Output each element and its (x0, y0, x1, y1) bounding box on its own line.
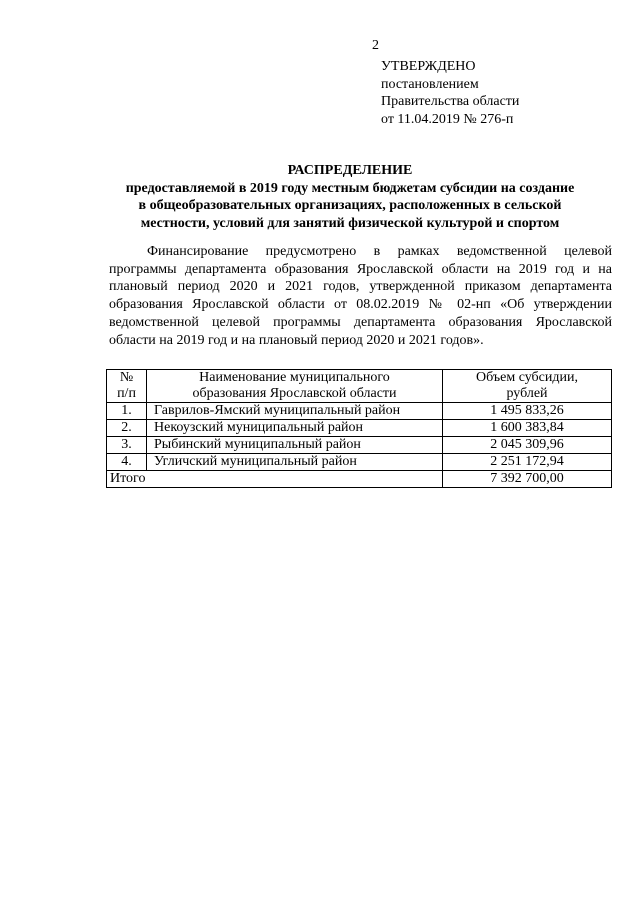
title-line: предоставляемой в 2019 году местным бюджетам субсидии на создание (125, 180, 575, 196)
table-row (107, 454, 612, 471)
approval-line: постановлением (381, 76, 479, 92)
subsidy-table (106, 369, 612, 488)
row-name: Некоузский муниципальный район (147, 420, 443, 437)
approval-stamp (381, 58, 519, 128)
header-name: Наименование муниципального образования Ярославской области (147, 370, 443, 403)
total-sum: 7 392 700,00 (443, 471, 612, 488)
row-name: Гаврилов-Ямский муниципальный район (147, 403, 443, 420)
row-sum: 1 600 383,84 (443, 420, 612, 437)
approval-line: от 11.04.2019 № 276-п (381, 111, 514, 127)
header-number: № п/п (107, 370, 147, 403)
row-number: 1. (107, 403, 147, 420)
row-name: Угличский муниципальный район (147, 454, 443, 471)
row-number: 3. (107, 437, 147, 454)
row-sum: 1 495 833,26 (443, 403, 612, 420)
page-number: 2 (372, 38, 379, 53)
row-name: Рыбинский муниципальный район (147, 437, 443, 454)
row-number: 4. (107, 454, 147, 471)
row-number: 2. (107, 420, 147, 437)
approval-line: Правительства области (381, 94, 520, 109)
table-row (107, 403, 612, 420)
table-row (107, 420, 612, 437)
title-heading: РАСПРЕДЕЛЕНИЕ (287, 163, 413, 178)
total-label: Итого (107, 471, 443, 488)
approval-line: УТВЕРЖДЕНО (381, 59, 476, 74)
body-paragraph: Финансирование предусмотрено в рамках ведомственной целевой программы департамента образования Ярославской области на 2019 год и на плановый период 2020 и 2021 годов, утвержденной приказом департамента образования Ярославской области от 08.02.2019 № 02-нп «Об утверждении ведомственной целевой программы департамента образования Ярославской области на 2019 год и на плановый период 2020 и 2021 годов». (109, 244, 612, 348)
title-line: местности, условий для занятий физической культурой и спортом (140, 215, 560, 231)
header-sum: Объем субсидии, рублей (443, 370, 612, 403)
document-title (100, 162, 600, 232)
table-row (107, 437, 612, 454)
table-header-row (107, 370, 612, 403)
row-sum: 2 045 309,96 (443, 437, 612, 454)
table-total-row (107, 471, 612, 488)
title-line: в общеобразовательных организациях, расположенных в сельской (138, 198, 562, 213)
row-sum: 2 251 172,94 (443, 454, 612, 471)
